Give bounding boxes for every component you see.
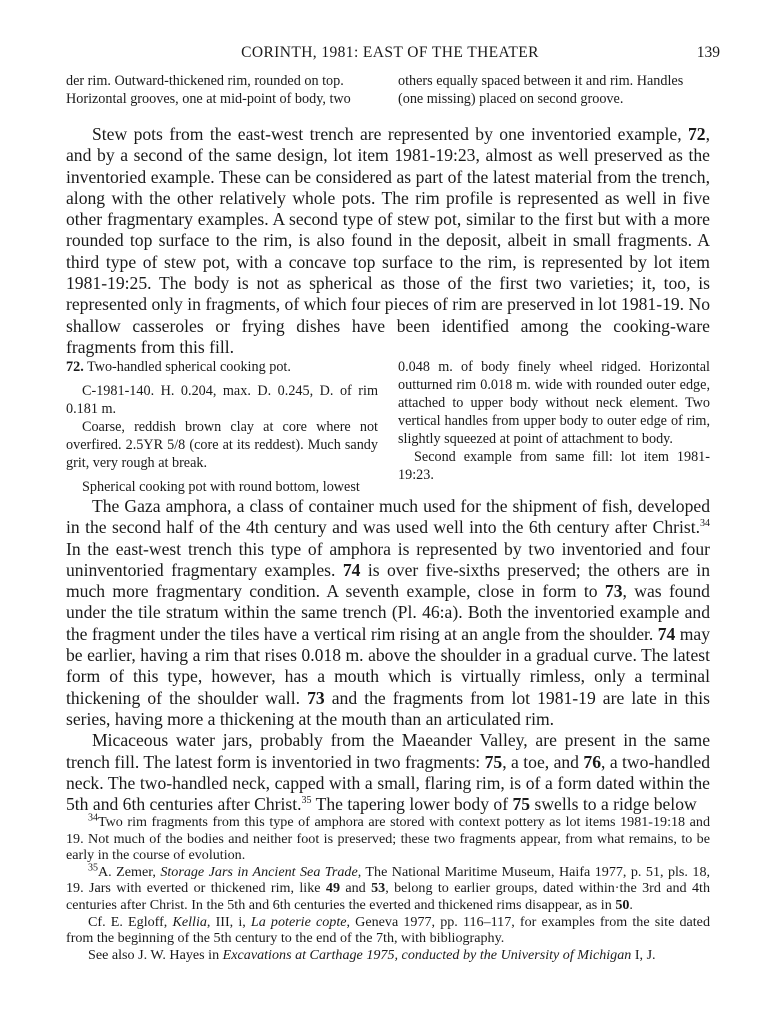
paragraph-micaceous-jars: [66, 730, 710, 815]
catalogue-second-example: Second example from same fill: lot item 1981-19:23.: [398, 449, 710, 483]
top-left-line-1: der rim. Outward-thickened rim, rounded on top.: [66, 73, 344, 89]
footnote-marker-35: 35: [301, 795, 312, 807]
text: See also J. W. Hayes in: [88, 946, 223, 963]
catalogue-description: Spherical cooking pot with round bottom, lowest: [82, 479, 360, 495]
paragraph-stew-pots: [66, 124, 710, 358]
catalogue-ref: 74: [657, 623, 676, 644]
running-head: [60, 44, 720, 64]
catalogue-ref: 75: [484, 751, 503, 772]
text: , The National Maritime Museum, Haifa 1977, p. 51, pls. 18, 19. Jars with everted or thickened rim, like: [66, 863, 711, 897]
text: and: [340, 880, 372, 897]
text: , III, i,: [206, 913, 251, 930]
text: .: [629, 896, 633, 913]
footnote-34: [66, 814, 710, 864]
text: , was found under the tile stratum within the same trench (Pl. 46:a). Both the inventoried example and the fragment under the tiles have a vertical rim rising at an angle from the shoulder.: [66, 581, 710, 644]
catalogue-inventory: C-1981-140. H. 0.204, max. D. 0.245, D. of rim 0.181 m.: [66, 383, 378, 417]
footnote-35-cf: [66, 914, 710, 947]
footnote-text: Two rim fragments from this type of amphora are stored with context pottery as lot items 1981-19:18 and 19. Not much of the bodies and neither foot is preserved; these two fragments appear, from what remains, to be early in the course of evolution.: [66, 814, 710, 864]
text: and the fragments from lot 1981-19 are late in this series, having more a thickening at the mouth than an articulated rim.: [66, 687, 710, 729]
paragraph-gaza-amphora: [66, 496, 710, 815]
top-catalogue-right: [398, 72, 710, 108]
text: swells to a ridge below: [530, 794, 697, 815]
text: A. Zemer,: [98, 863, 161, 880]
catalogue-title: Two-handled spherical cooking pot.: [83, 359, 291, 375]
text: , Geneva 1977, pp. 116–117, for examples from the site dated from the beginning of the 5th century to the end of the 7th, with bibliography.: [66, 913, 710, 947]
text: In the east-west trench this type of amphora is represented by two inventoried and four uninventoried fragmentary examples.: [66, 538, 710, 580]
text: , a toe, and: [502, 751, 584, 772]
citation-title: La poterie copte: [250, 913, 347, 930]
catalogue-ref: 49: [325, 880, 340, 897]
text: , and by a second of the same design, lot item 1981-19:23, almost as well preserved as the inventoried example. These can be considered as part of the latest material from the trench, along with the other relatively whole pots. The rim profile is represented as well in five other fragmentary examples. A second type of stew pot, similar to the first but with a more rounded top surface to the rim, is also found in the deposit, albeit in small fragments. A third type of stew pot, with a concave top surface to the rim, is represented by lot item 1981-19:25. The body is not as spherical as those of the first two varieties; it, too, is represented only in fragments, of which four pieces of rim are preserved in lot 1981-19. No shallow casseroles or frying dishes have been identified among the cooking-ware fragments from this fill.: [66, 124, 710, 357]
page-number: 139: [696, 44, 720, 61]
catalogue-description-cont: 0.048 m. of body finely wheel ridged. Horizontal outturned rim 0.018 m. wide with rounded outer edge, attached to upper body without neck element. Two vertical handles from upper body to outer edge of rim, slightly squeezed at point of attachment to body.: [398, 359, 710, 447]
footnote-35: [66, 864, 710, 914]
text: is over five-sixths preserved; the others are in much more fragmentary condition. A seventh example, close in form to: [66, 559, 710, 602]
citation-title: Kellia: [172, 913, 207, 930]
catalogue-ref: 73: [307, 687, 325, 708]
catalogue-entry-72-left: [66, 358, 378, 496]
catalogue-ref: 53: [371, 880, 386, 897]
catalogue-number: 72.: [66, 359, 84, 375]
citation-title: Storage Jars in Ancient Sea Trade: [160, 863, 358, 880]
text: Micaceous water jars, probably from the Maeander Valley, are present in the same trench fill. The latest form is inventoried in two fragments:: [66, 730, 710, 772]
footnote-number: 34: [88, 812, 98, 824]
footnote-marker-34: 34: [700, 518, 710, 530]
citation-title: Excavations at Carthage 1975, conducted by the University of Michigan: [222, 946, 632, 963]
text: Stew pots from the east-west trench are represented by one inventoried example,: [92, 124, 688, 144]
footnotes: [66, 814, 710, 963]
catalogue-ref: 76: [583, 751, 601, 772]
text: The Gaza amphora, a class of container much used for the shipment of fish, developed in the second half of the 4th century and was used well into the 6th century after Christ.: [66, 496, 710, 538]
catalogue-ref: 50: [615, 896, 630, 913]
catalogue-clay: Coarse, reddish brown clay at core where not overfired. 2.5YR 5/8 (core at its reddest). Much sandy grit, very rough at break.: [66, 419, 378, 471]
running-title: CORINTH, 1981: EAST OF THE THEATER: [241, 44, 539, 61]
text: The tapering lower body of: [311, 794, 513, 815]
footnote-number: 35: [88, 862, 98, 874]
catalogue-entry-72-right: [398, 358, 710, 484]
catalogue-ref: 72: [688, 124, 706, 144]
text: , a two-handled neck. The two-handled neck, capped with a small, flaring rim, is of a form dated within the 5th and 6th centuries after Christ.: [66, 751, 710, 815]
text: may be earlier, having a rim that rises 0.018 m. above the shoulder in a gradual curve. The latest form of this type, however, has a mouth which is virtually rimless, only a terminal thickening of the shoulder wall.: [66, 623, 710, 708]
top-left-line-2: Horizontal grooves, one at mid-point of body, two: [66, 91, 351, 107]
catalogue-ref: 75: [512, 794, 531, 815]
top-right-line-1: others equally spaced between it and rim. Handles: [398, 73, 684, 89]
catalogue-ref: 73: [604, 581, 623, 602]
catalogue-heading: [66, 358, 378, 376]
text: I, J.: [631, 946, 656, 963]
catalogue-ref: 74: [342, 559, 361, 580]
text: Cf. E. Egloff,: [88, 913, 173, 930]
footnote-35-see-also: [66, 947, 710, 964]
top-right-line-2: (one missing) placed on second groove.: [398, 91, 624, 107]
top-catalogue-left: [66, 72, 378, 108]
text: , belong to earlier groups, dated within·the 3rd and 4th centuries after Christ. In the 5th and 6th centuries the everted and thickened rims disappear, as in: [66, 880, 710, 913]
